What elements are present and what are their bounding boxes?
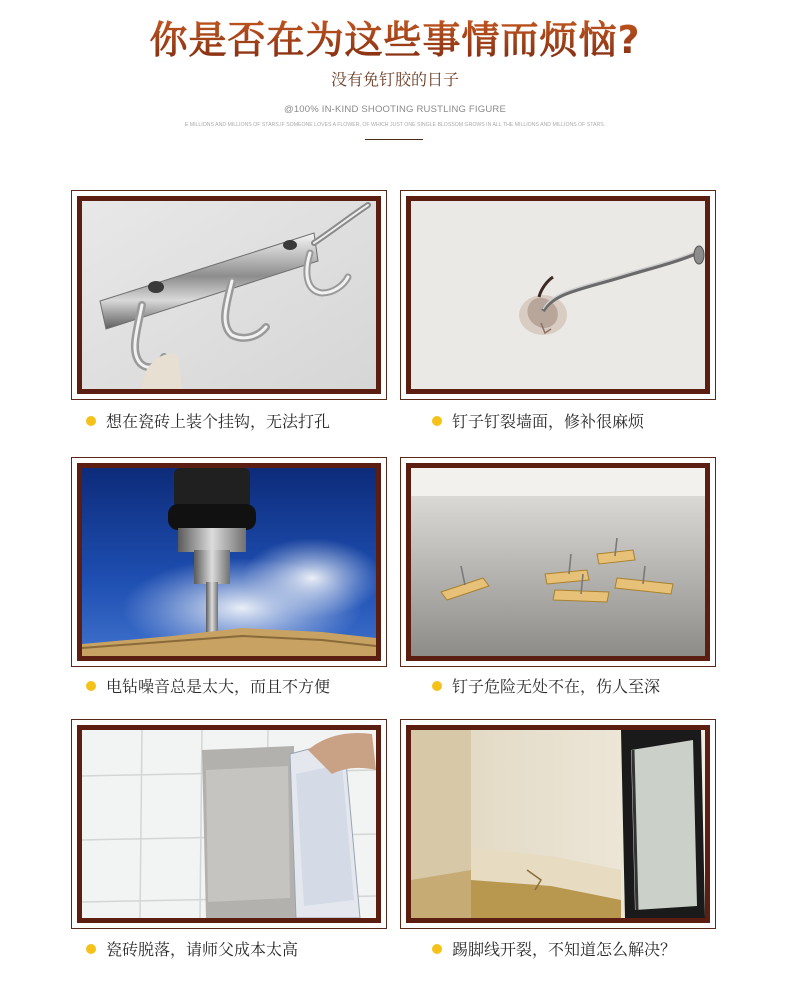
problem-card-nail-crack — [400, 190, 716, 400]
fallen-tile-photo — [82, 730, 376, 918]
english-decorative-text: E MILLIONS AND MILLIONS OF STARS.IF SOMEONE LOVES A FLOWER, OF WHICH JUST ONE SINGLE BLOSSOM GROWS IN ALL THE MILLIONS AND MILLIONS OF STARS. — [184, 122, 606, 128]
problem-card-fallen-tile — [71, 719, 387, 929]
problem-card-hook — [71, 190, 387, 400]
problem-caption — [432, 937, 676, 963]
power-drill-photo — [82, 468, 376, 656]
bullet-icon — [86, 416, 96, 426]
bullet-icon — [432, 681, 442, 691]
photo-frame — [77, 196, 381, 394]
photo-frame — [77, 725, 381, 923]
bullet-icon — [432, 416, 442, 426]
bullet-icon — [86, 681, 96, 691]
caption-text: 瓷砖脱落，请师父成本太高 — [106, 940, 299, 959]
caption-text: 钉子危险无处不在，伤人至深 — [452, 677, 661, 696]
photo-frame — [77, 463, 381, 661]
problem-caption — [432, 674, 660, 700]
photo-frame — [406, 196, 710, 394]
chrome-wall-hook-photo — [82, 201, 376, 389]
problem-card-skirting — [400, 719, 716, 929]
header-divider — [365, 139, 423, 140]
problem-card-floor-nails — [400, 457, 716, 667]
bullet-icon — [86, 944, 96, 954]
caption-text: 钉子钉裂墙面，修补很麻烦 — [452, 412, 645, 431]
problem-caption — [86, 674, 330, 700]
caption-text: 踢脚线开裂，不知道怎么解决？ — [452, 940, 677, 959]
problem-caption — [432, 409, 644, 435]
caption-text: 电钻噪音总是太大，而且不方便 — [106, 677, 331, 696]
problem-card-drill — [71, 457, 387, 667]
page-header — [0, 0, 790, 150]
bullet-icon — [432, 944, 442, 954]
caption-text: 想在瓷砖上装个挂钩，无法打孔 — [106, 412, 331, 431]
photo-frame — [406, 463, 710, 661]
page-title: 你是否在为这些事情而烦恼? — [0, 14, 790, 66]
problem-caption — [86, 937, 298, 963]
english-tagline: @100% IN-KIND SHOOTING RUSTLING FIGURE — [283, 104, 507, 115]
bent-nail-wall-photo — [411, 201, 705, 389]
cracked-skirting-photo — [411, 730, 705, 918]
upturned-nails-photo — [411, 468, 705, 656]
problem-caption — [86, 409, 330, 435]
photo-frame — [406, 725, 710, 923]
page-subtitle: 没有免钉胶的日子 — [330, 70, 459, 89]
